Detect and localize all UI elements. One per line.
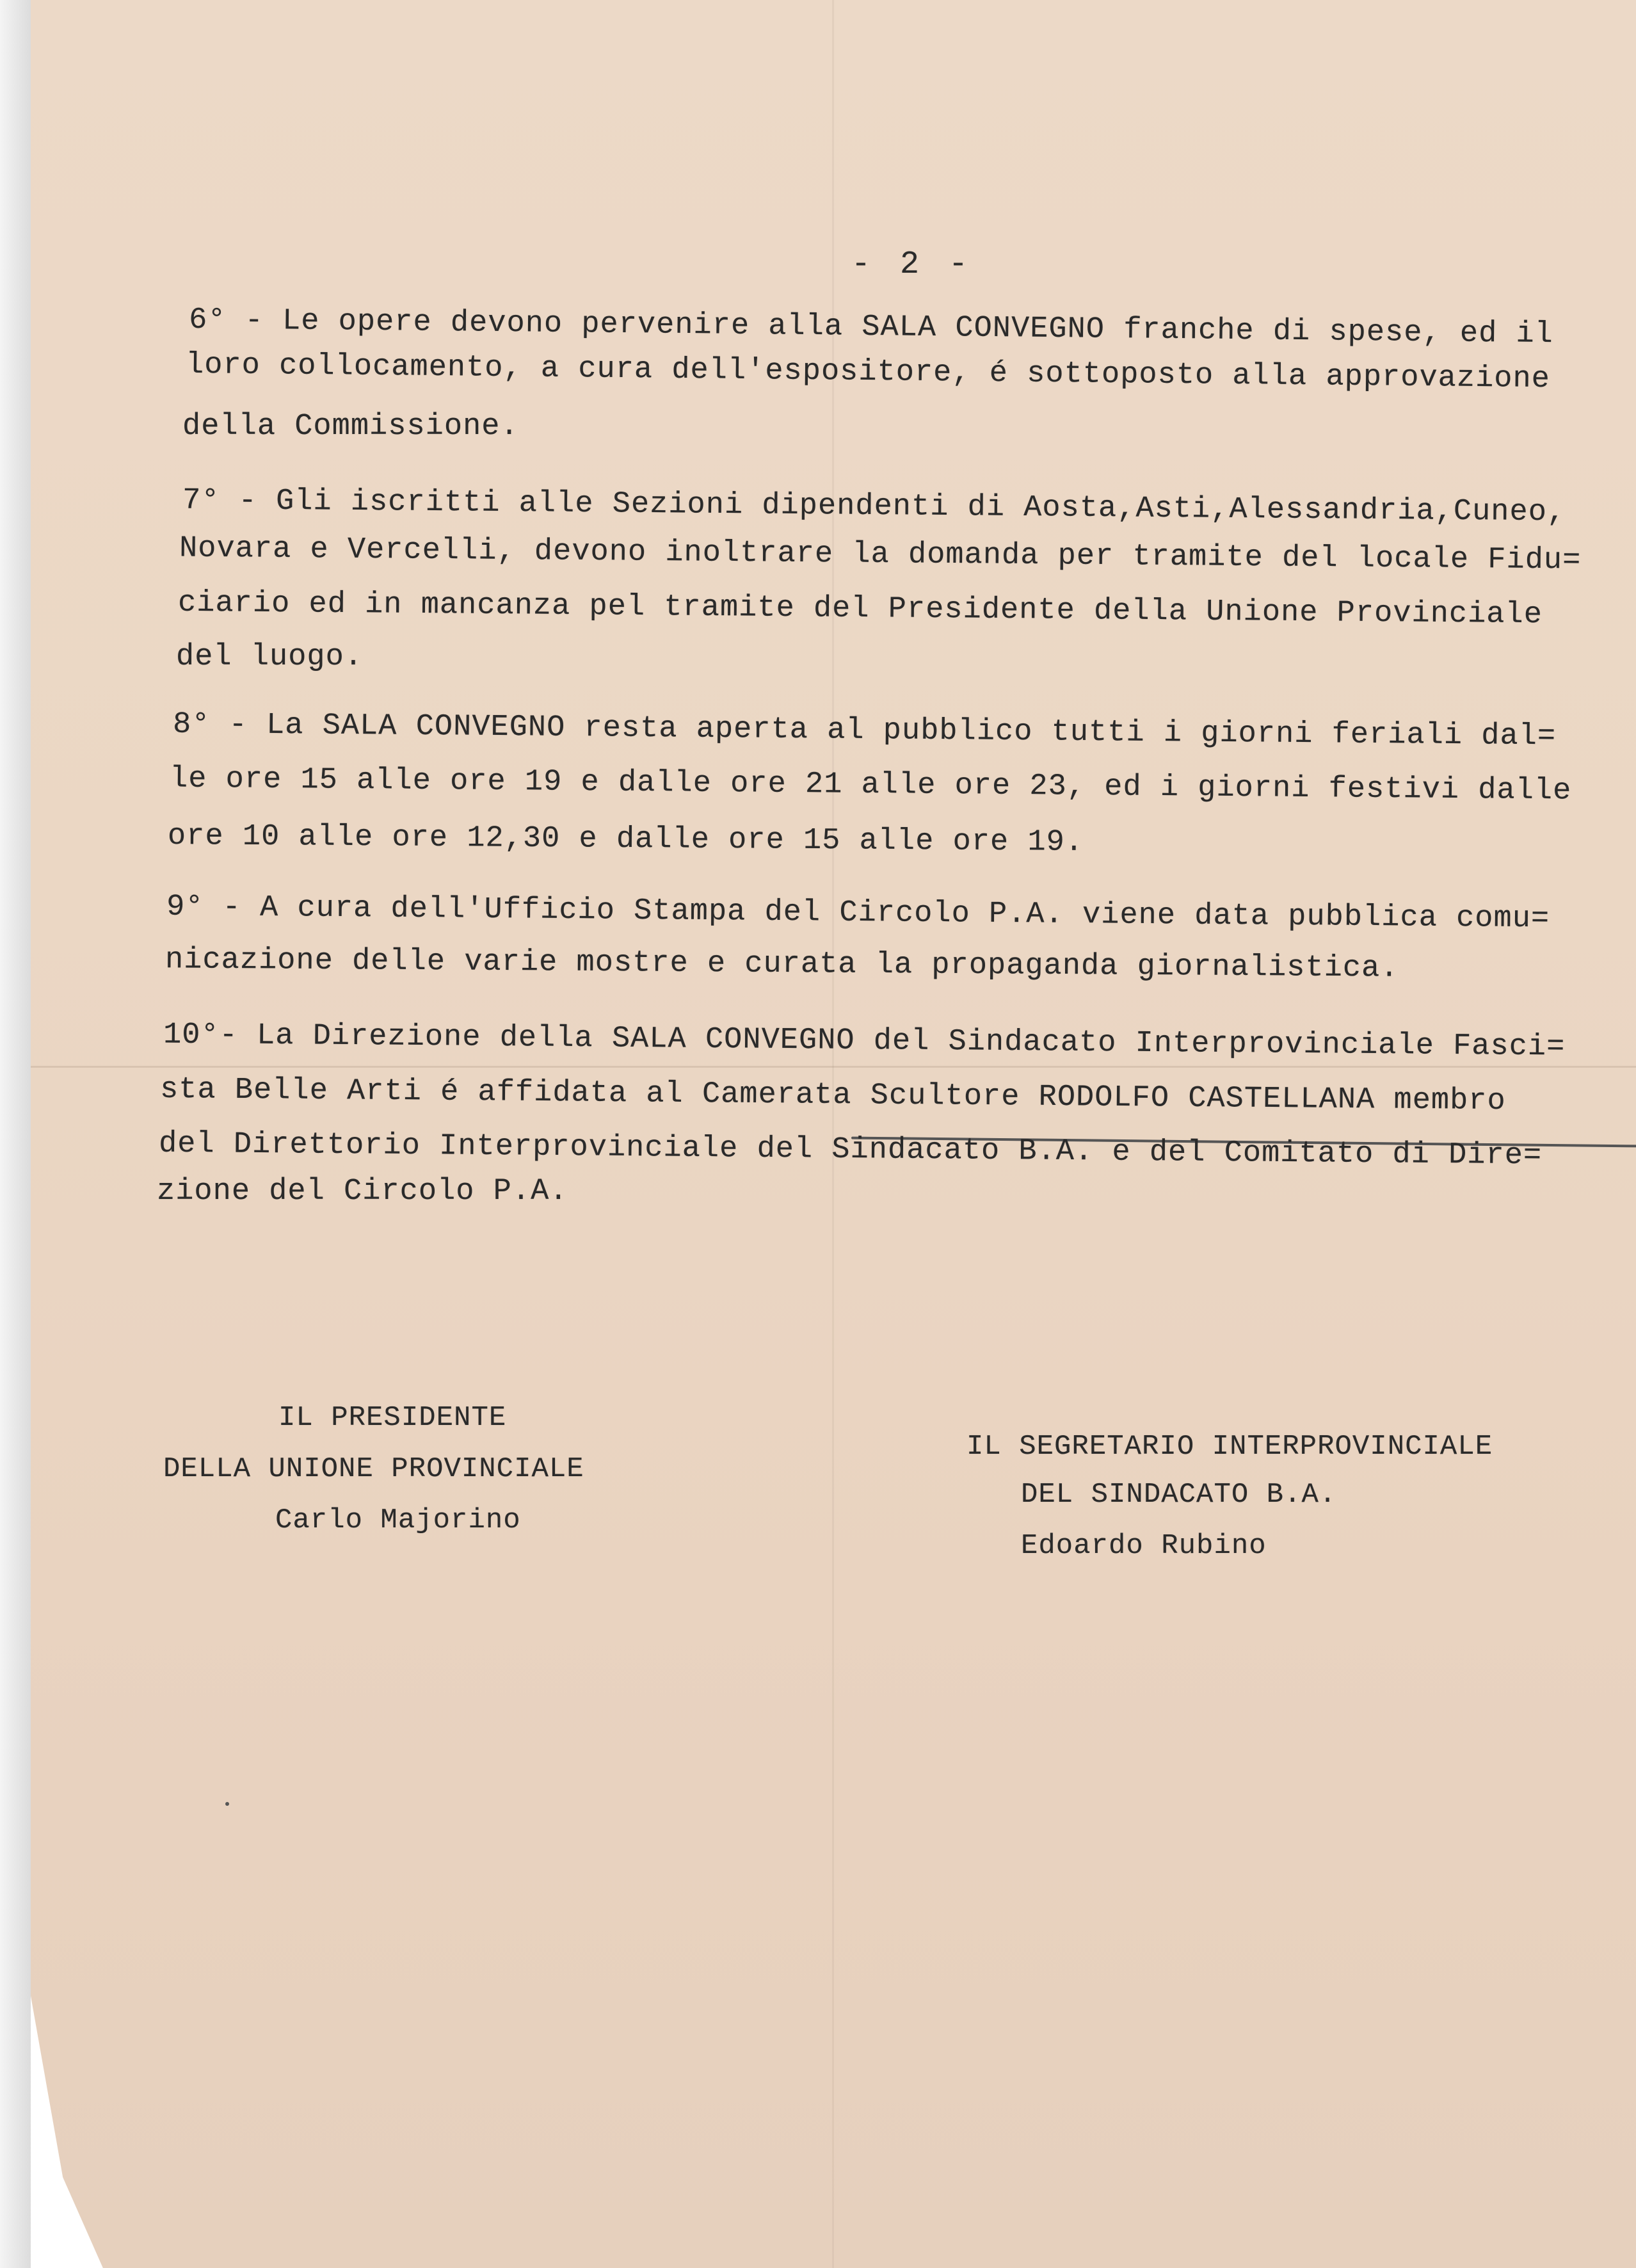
paragraph-10-line-2: sta Belle Arti é affidata al Camerata Scultore RODOLFO CASTELLANA membro — [159, 1072, 1506, 1119]
left-signature-name: Carlo Majorino — [275, 1504, 521, 1536]
left-signature-organization: DELLA UNIONE PROVINCIALE — [163, 1453, 584, 1485]
page-number: - 2 - — [851, 246, 974, 283]
left-signature-title: IL PRESIDENTE — [278, 1402, 507, 1434]
paragraph-9-line-1: 9° - A cura dell'Ufficio Stampa del Circolo P.A. viene data pubblica comu= — [166, 890, 1550, 937]
paragraph-8-line-2: le ore 15 alle ore 19 e dalle ore 21 alle ore 23, ed i giorni festivi dalle — [169, 762, 1572, 808]
paragraph-7-line-4: del luogo. — [176, 640, 364, 674]
right-signature-name: Edoardo Rubino — [1021, 1530, 1267, 1562]
paragraph-10-line-4: zione del Circolo P.A. — [157, 1175, 568, 1209]
paragraph-6-line-1: 6° - Le opere devono pervenire alla SALA CONVEGNO franche di spese, ed il — [188, 303, 1554, 352]
paragraph-7-line-2: Novara e Vercelli, devono inoltrare la domanda per tramite del locale Fidu= — [179, 531, 1582, 578]
paragraph-10-line-3: del Direttorio Interprovinciale del Sindacato B.A. e del Comitato di Dire= — [158, 1127, 1543, 1173]
paragraph-6-line-3: della Commissione. — [182, 410, 519, 444]
paragraph-8-line-1: 8° - La SALA CONVEGNO resta aperta al pubblico tutti i giorni feriali dal= — [172, 707, 1557, 754]
paragraph-9-line-2: nicazione delle varie mostre e curata la propaganda giornalistica. — [164, 943, 1399, 986]
paragraph-7-line-3: ciario ed in mancanza pel tramite del Presidente della Unione Provinciale — [177, 586, 1543, 632]
paragraph-10-line-1: 10°- La Direzione della SALA CONVEGNO del Sindacato Interprovinciale Fasci= — [163, 1018, 1566, 1065]
paragraph-6-line-2: loro collocamento, a cura dell'espositore, é sottoposto alla approvazione — [185, 348, 1551, 397]
paragraph-8-line-3: ore 10 alle ore 12,30 e dalle ore 15 alle ore 19. — [167, 819, 1084, 860]
paragraph-7-line-1: 7° - Gli iscritti alle Sezioni dipendenti di Aosta,Asti,Alessandria,Cuneo, — [182, 483, 1566, 530]
scanner-background — [0, 0, 31, 2268]
right-signature-title: IL SEGRETARIO INTERPROVINCIALE — [966, 1431, 1493, 1463]
paper-spot — [225, 1802, 229, 1806]
right-signature-organization: DEL SINDACATO B.A. — [1021, 1479, 1337, 1511]
